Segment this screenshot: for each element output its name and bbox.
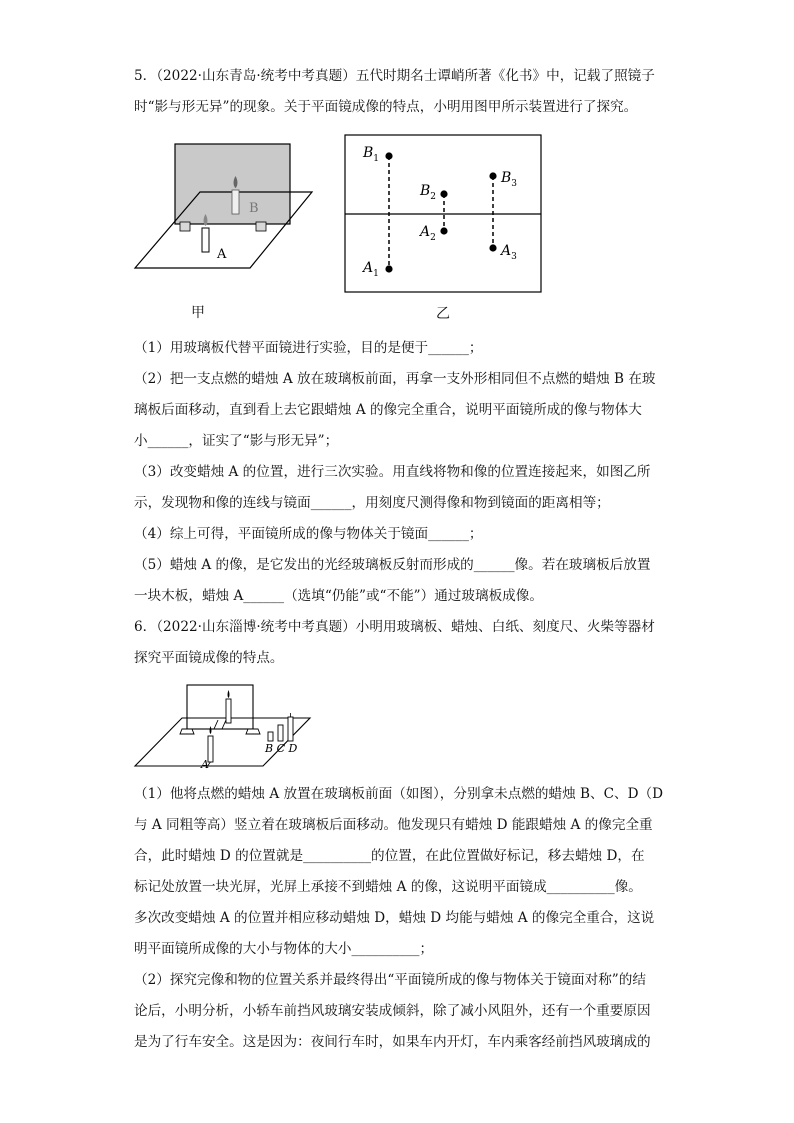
q5-line-1: 5．（2022·山东青岛·统考中考真题）五代时期名士谭峭所著《化书》中，记载了照镜子 bbox=[134, 68, 655, 84]
q5-sub-2a: （2）把一支点燃的蜡烛 A 放在玻璃板前面，再拿一支外形相同但不点燃的蜡烛 B 在玻 bbox=[134, 371, 656, 387]
plate-stand-left bbox=[180, 729, 194, 734]
q6-line-2: 探究平面镜成像的特点。 bbox=[134, 650, 284, 666]
q6-sub-1a: （1）他将点燃的蜡烛 A 放置在玻璃板前面（如图），分别拿未点燃的蜡烛 B、C、D（D bbox=[134, 786, 664, 802]
label-bcd: B C D bbox=[265, 742, 298, 755]
label-a: A bbox=[201, 758, 209, 771]
q5-sub-3b: 示，发现物和像的连线与镜面______，用刻度尺测得像和物到镜面的距离相等； bbox=[134, 495, 610, 511]
candle-a bbox=[202, 228, 209, 252]
label-b3: $B_3$ bbox=[501, 170, 518, 189]
q5-line-2: 时“影与形无异”的现象。关于平面镜成像的特点，小明用图甲所示装置进行了探究。 bbox=[134, 99, 638, 115]
plate-base-line bbox=[214, 720, 218, 729]
q6-sub-2a: （2）探究完像和物的位置关系并最终得出“平面镜所成的像与物体关于镜面对称”的结 bbox=[134, 972, 646, 988]
figure-jia-apparatus bbox=[130, 138, 320, 273]
point-a2 bbox=[440, 227, 447, 234]
figure-yi-caption: 乙 bbox=[436, 306, 450, 322]
point-b1 bbox=[385, 152, 392, 159]
point-b2 bbox=[440, 190, 447, 197]
q6-sub-1f: 明平面镜所成像的大小与物体的大小__________； bbox=[134, 941, 434, 957]
label-a1: $A_1$ bbox=[363, 260, 379, 279]
candle-b bbox=[268, 732, 273, 741]
figure-yi-diagram bbox=[340, 130, 550, 298]
point-a1 bbox=[385, 265, 392, 272]
candle-d bbox=[288, 717, 293, 741]
q6-sub-2b: 论后，小明分析，小轿车前挡风玻璃安装成倾斜，除了减小风阻外，还有一个重要原因 bbox=[134, 1003, 651, 1019]
q5-sub-1: （1）用玻璃板代替平面镜进行实验，目的是便于______； bbox=[134, 340, 483, 356]
plate-stand-right bbox=[256, 222, 266, 231]
label-a2: $A_2$ bbox=[420, 224, 436, 243]
label-b: B bbox=[249, 201, 259, 216]
q6-sub-1e: 多次改变蜡烛 A 的位置并相应移动蜡烛 D，蜡烛 D 均能与蜡烛 A 的像完全重合，这说 bbox=[134, 910, 655, 926]
plate-stand-left bbox=[180, 222, 190, 231]
q5-sub-4: （4）综上可得，平面镜所成的像与物体关于镜面______； bbox=[134, 526, 483, 542]
label-b1: $B_1$ bbox=[363, 145, 380, 164]
figure-q6-apparatus bbox=[130, 682, 320, 772]
q6-sub-1d: 标记处放置一块光屏，光屏上承接不到蜡烛 A 的像，这说明平面镜成__________像。 bbox=[134, 879, 642, 895]
label-a: A bbox=[217, 247, 227, 262]
candle-c bbox=[278, 725, 283, 741]
point-b3 bbox=[489, 172, 496, 179]
figure-jia-caption: 甲 bbox=[191, 305, 205, 321]
q5-sub-3a: （3）改变蜡烛 A 的位置，进行三次实验。用直线将物和像的位置连接起来，如图乙所 bbox=[134, 464, 651, 480]
q5-sub-5b: 一块木板，蜡烛 A______（选填“仍能”或“不能”）通过玻璃板成像。 bbox=[134, 588, 543, 604]
q6-sub-1c: 合，此时蜡烛 D 的位置就是__________的位置，在此位置做好标记，移去蜡烛 D，在 bbox=[134, 848, 645, 864]
q5-sub-2b: 璃板后面移动，直到看上去它跟蜡烛 A 的像完全重合，说明平面镜所成的像与物体大 bbox=[134, 402, 642, 418]
label-a3: $A_3$ bbox=[501, 243, 517, 262]
plate-stand-right bbox=[246, 729, 260, 734]
q5-sub-2c: 小______，证实了“影与形无异”； bbox=[134, 433, 339, 449]
q6-sub-1b: 与 A 同粗等高）竖立着在玻璃板后面移动。他发现只有蜡烛 D 能跟蜡烛 A 的像完全重 bbox=[134, 817, 653, 833]
point-a3 bbox=[489, 244, 496, 251]
glass-plate bbox=[187, 685, 253, 729]
q6-line-1: 6．（2022·山东淄博·统考中考真题）小明用玻璃板、蜡烛、白纸、刻度尺、火柴等器材 bbox=[134, 619, 655, 635]
q6-sub-2c: 是为了行车安全。这是因为：夜间行车时，如果车内开灯，车内乘客经前挡风玻璃成的 bbox=[134, 1034, 651, 1050]
candle-b bbox=[232, 190, 239, 214]
label-b2: $B_2$ bbox=[420, 183, 437, 202]
candle-image bbox=[226, 699, 231, 723]
q5-sub-5a: （5）蜡烛 A 的像，是它发出的光经玻璃板反射而形成的______像。若在玻璃板后放置 bbox=[134, 557, 651, 573]
